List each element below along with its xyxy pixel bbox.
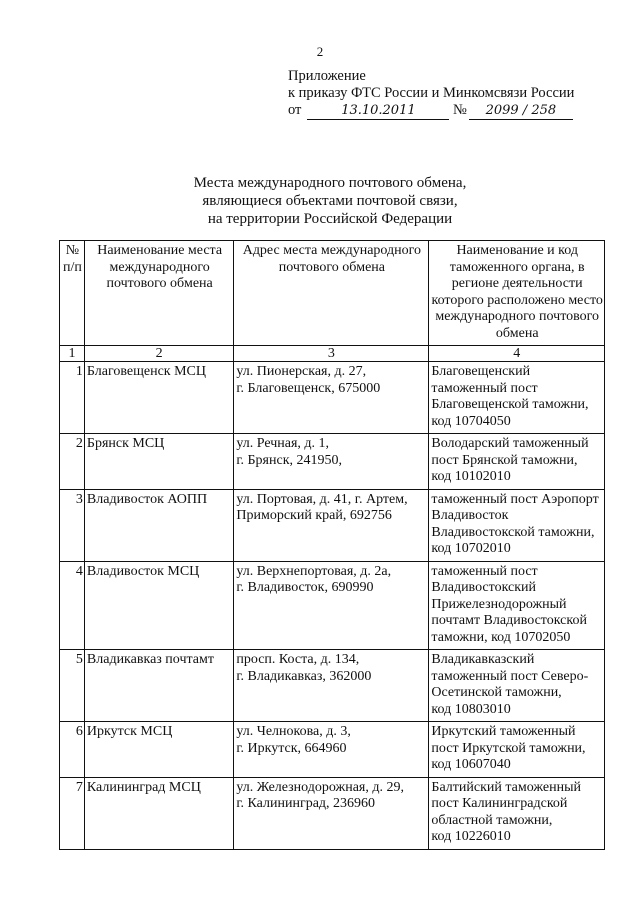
place-name: Благовещенск МСЦ: [84, 362, 233, 434]
column-index: 2: [84, 346, 233, 362]
customs-line: Владивостокской таможни,: [431, 524, 595, 540]
table-row: [60, 362, 605, 434]
table-row: [60, 561, 605, 650]
customs-line: код 10803010: [431, 701, 511, 717]
customs-office: [429, 362, 605, 434]
address-line: г. Брянск, 241950,: [236, 452, 343, 468]
customs-line: таможни, код 10702050: [431, 629, 571, 645]
customs-line: Владикавказский: [431, 652, 535, 667]
address-line: ул. Портовая, д. 41, г. Артем,: [236, 491, 408, 507]
address-line: г. Благовещенск, 675000: [236, 380, 381, 396]
place-name: Брянск МСЦ: [84, 434, 233, 490]
place-name: Владикавказ почтамт: [84, 650, 233, 722]
customs-line: таможенный пост: [431, 380, 538, 396]
handwritten-date: 13.10.2011: [307, 102, 449, 120]
address-line: г. Иркутск, 664960: [236, 740, 347, 756]
address-line: ул. Челнокова, д. 3,: [236, 724, 351, 739]
customs-line: Владивостокский: [431, 580, 537, 595]
place-address: [234, 362, 429, 434]
row-number: 2: [60, 434, 85, 490]
table-header-row: [60, 241, 605, 346]
customs-office: [429, 722, 605, 778]
address-line: просп. Коста, д. 134,: [236, 652, 360, 667]
customs-line: пост Калининградской: [431, 796, 568, 811]
appendix-order-reference: к приказу ФТС России и Минкомсвязи России: [288, 85, 575, 101]
customs-line: код 10102010: [431, 469, 511, 484]
customs-line: пост Иркутской таможни,: [431, 740, 586, 756]
customs-line: Владивосток: [431, 508, 509, 523]
page-number: 2: [316, 44, 324, 59]
customs-line: код 10702010: [431, 541, 511, 556]
place-address: [234, 561, 429, 650]
customs-line: таможенный пост Северо-: [431, 668, 589, 684]
customs-line: Осетинской таможни,: [431, 685, 562, 700]
column-index-row: [60, 346, 605, 362]
from-label: от: [288, 102, 302, 118]
table-body: [60, 362, 605, 850]
customs-line: Володарский таможенный: [431, 436, 589, 451]
row-number: 3: [60, 489, 85, 561]
customs-line: Балтийский таможенный: [431, 779, 581, 795]
place-address: [234, 489, 429, 561]
place-name: Владивосток АОПП: [84, 489, 233, 561]
table-row: [60, 434, 605, 490]
address-line: ул. Речная, д. 1,: [236, 436, 330, 451]
row-number: 1: [60, 362, 85, 434]
place-name: Иркутск МСЦ: [84, 722, 233, 778]
title-line-2: являющиеся объектами почтовой связи,: [202, 193, 458, 209]
appendix-title: Приложение: [288, 68, 366, 84]
customs-line: Иркутский таможенный: [431, 724, 576, 739]
column-index: 1: [60, 346, 85, 362]
row-number: 4: [60, 561, 85, 650]
document-title: [0, 174, 640, 228]
customs-office: [429, 777, 605, 849]
row-number: 7: [60, 777, 85, 849]
customs-office: [429, 489, 605, 561]
customs-line: Прижелезнодорожный: [431, 596, 567, 612]
header-num: № п/п: [60, 241, 85, 346]
customs-line: областной таможни,: [431, 812, 553, 828]
address-line: ул. Пионерская, д. 27,: [236, 364, 367, 379]
place-address: [234, 434, 429, 490]
table-row: [60, 722, 605, 778]
column-index: 4: [429, 346, 605, 362]
customs-line: пост Брянской таможни,: [431, 452, 578, 468]
appendix-date-number-line: [288, 102, 574, 120]
customs-line: код 10704050: [431, 413, 511, 429]
table-row: [60, 650, 605, 722]
row-number: 6: [60, 722, 85, 778]
table-row: [60, 489, 605, 561]
customs-line: Благовещенский: [431, 364, 531, 379]
address-line: г. Владивосток, 690990: [236, 580, 374, 595]
place-name: Владивосток МСЦ: [84, 561, 233, 650]
address-line: г. Владикавказ, 362000: [236, 668, 372, 684]
customs-line: код 10607040: [431, 757, 511, 772]
header-name: Наименование места международного почтового обмена: [84, 241, 233, 346]
place-address: [234, 722, 429, 778]
handwritten-number: 2099 / 258: [469, 102, 573, 120]
customs-line: таможенный пост Аэропорт: [431, 491, 599, 507]
customs-office: [429, 650, 605, 722]
customs-line: код 10226010: [431, 829, 511, 844]
header-address: Адрес места международного почтового обмена: [234, 241, 429, 346]
customs-line: таможенный пост: [431, 563, 538, 579]
header-customs: Наименование и код таможенного органа, в регионе деятельности которого расположено место международного почтового обмена: [429, 241, 605, 346]
customs-line: почтамт Владивостокской: [431, 613, 587, 628]
place-name: Калининград МСЦ: [84, 777, 233, 849]
table-row: [60, 777, 605, 849]
place-address: [234, 777, 429, 849]
customs-office: [429, 561, 605, 650]
column-index: 3: [234, 346, 429, 362]
address-line: г. Калининград, 236960: [236, 796, 376, 811]
row-number: 5: [60, 650, 85, 722]
title-line-3: на территории Российской Федерации: [207, 211, 453, 227]
title-line-1: Места международного почтового обмена,: [193, 175, 467, 191]
number-label: №: [453, 102, 467, 118]
postal-exchange-table: [59, 240, 605, 850]
address-line: ул. Железнодорожная, д. 29,: [236, 779, 404, 795]
address-line: ул. Верхнепортовая, д. 2а,: [236, 563, 392, 579]
customs-office: [429, 434, 605, 490]
address-line: Приморский край, 692756: [236, 508, 392, 523]
customs-line: Благовещенской таможни,: [431, 397, 589, 412]
appendix-block: [288, 68, 574, 120]
place-address: [234, 650, 429, 722]
